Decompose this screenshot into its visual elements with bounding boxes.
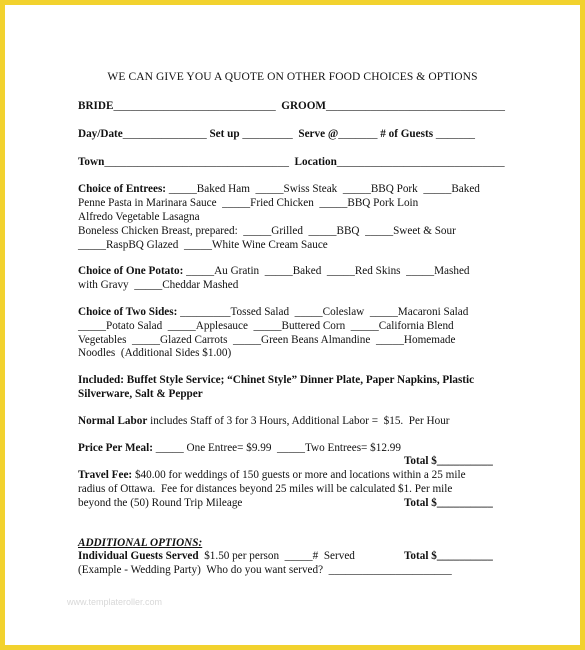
potato-label: Choice of One Potato: <box>78 265 184 278</box>
price-section <box>78 442 518 470</box>
location-label: Location <box>294 155 337 168</box>
labor-label: Normal Labor <box>78 414 148 427</box>
entrees-line-2: Penne Pasta in Marinara Sauce _____Fried Chicken _____BBQ Pork Loin <box>78 197 419 210</box>
travel-total[interactable]: Total $__________ <box>404 496 493 509</box>
date-row <box>78 128 518 142</box>
potato-line-1: _____Au Gratin _____Baked _____Red Skins _____Mashed <box>183 265 470 278</box>
entrees-label: Choice of Entrees: <box>78 183 167 196</box>
travel-line-1: $40.00 for weddings of 150 guests or more and locations within a 25 mile <box>132 469 466 482</box>
potato-section <box>78 265 518 293</box>
document-page <box>5 5 580 645</box>
potato-line-2: with Gravy _____Cheddar Mashed <box>78 279 239 292</box>
day-date-field[interactable]: _______________ <box>122 127 207 140</box>
groom-label: GROOM <box>281 100 326 112</box>
guests-served-label: Individual Guests Served <box>78 550 199 563</box>
labor-text: includes Staff of 3 for 3 Hours, Additional Labor = $15. Per Hour <box>147 414 450 427</box>
travel-line-3: beyond the (50) Round Trip Mileage <box>78 496 243 509</box>
watermark: www.templateroller.com <box>67 597 163 607</box>
example-line: (Example - Wedding Party) Who do you want served? ______________________ <box>78 564 452 577</box>
included-line-2: Silverware, Salt & Pepper <box>78 387 203 400</box>
town-row <box>78 156 518 170</box>
town-label: Town <box>78 155 105 168</box>
day-date-label: Day/Date <box>78 127 123 140</box>
bride-field[interactable]: _____________________________ <box>113 100 276 112</box>
guests-field[interactable]: _______ <box>435 127 476 140</box>
serve-field[interactable]: _______ <box>338 127 378 140</box>
additional-title: ADDITIONAL OPTIONS: <box>78 536 203 549</box>
included-section <box>78 374 518 402</box>
sides-line-3: Vegetables _____Glazed Carrots _____Green Beans Almandine _____Homemade <box>78 333 456 346</box>
sides-line-4: Noodles (Additional Sides $1.00) <box>78 347 232 360</box>
price-label: Price Per Meal: <box>78 441 153 454</box>
entrees-line-3: Alfredo Vegetable Lasagna <box>78 210 200 223</box>
guests-served-total[interactable]: Total $__________ <box>404 550 493 563</box>
sides-line-1: _________Tossed Salad _____Coleslaw _____Macaroni Salad <box>177 305 469 318</box>
sides-section <box>78 306 518 361</box>
bride-label: BRIDE <box>78 100 114 112</box>
included-line-1: Included: Buffet Style Service; “Chinet Style” Dinner Plate, Paper Napkins, Plastic <box>78 374 475 387</box>
additional-section <box>78 537 518 578</box>
serve-label: Serve @ <box>298 127 339 140</box>
entrees-line-1: _____Baked Ham _____Swiss Steak _____BBQ Pork _____Baked <box>166 183 480 196</box>
entrees-line-4: Boneless Chicken Breast, prepared: _____Grilled _____BBQ _____Sweet & Sour <box>78 224 456 237</box>
setup-label: Set up <box>209 127 240 140</box>
price-total[interactable]: Total $__________ <box>404 455 493 468</box>
page-title: WE CAN GIVE YOU A QUOTE ON OTHER FOOD CHOICES & OPTIONS <box>107 71 478 83</box>
guests-served-text: $1.50 per person _____# Served <box>198 550 355 563</box>
labor-line <box>78 415 518 429</box>
travel-label: Travel Fee: <box>78 469 133 482</box>
sides-label: Choice of Two Sides: <box>78 305 178 318</box>
town-field[interactable]: _________________________________ <box>104 155 289 168</box>
location-field[interactable]: ______________________________ <box>336 155 505 168</box>
bride-groom-row <box>78 100 518 114</box>
travel-section <box>78 469 518 510</box>
entrees-section <box>78 183 518 252</box>
entrees-line-5: _____RaspBQ Glazed _____White Wine Cream Sauce <box>78 238 328 251</box>
setup-field[interactable]: _________ <box>242 127 293 140</box>
guests-label: # of Guests <box>380 127 434 140</box>
sides-line-2: _____Potato Salad _____Applesauce _____Buttered Corn _____California Blend <box>78 319 454 332</box>
travel-line-2: radius of Ottawa. Fee for distances beyond 25 miles will be calculated $1. Per mile <box>78 482 453 495</box>
groom-field[interactable]: ________________________________ <box>326 100 505 112</box>
quote-form <box>78 100 518 578</box>
price-text: _____ One Entree= $9.99 _____Two Entrees= $12.99 <box>152 441 401 454</box>
